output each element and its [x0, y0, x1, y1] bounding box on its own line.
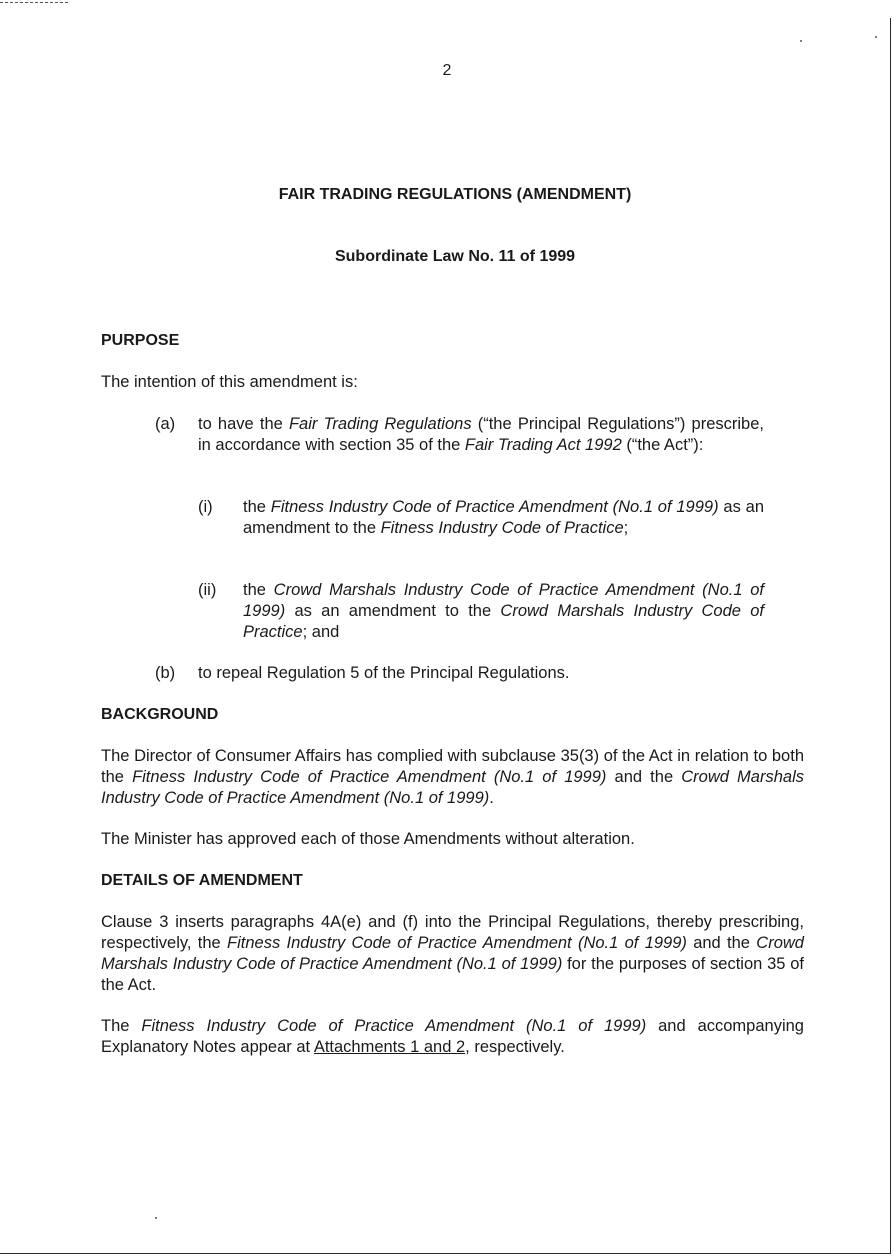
item-a-text: to have the Fair Trading Regulations (“the Principal Regulations”) prescribe, in accordance with section 35 of the Fair Trading Act 1992 (“the Act”):	[198, 415, 764, 454]
item-a-label: (a)	[155, 415, 176, 433]
scan-speck	[875, 36, 877, 38]
background-heading: BACKGROUND	[101, 706, 219, 723]
scan-border-bottom	[0, 1253, 891, 1254]
document-title: FAIR TRADING REGULATIONS (AMENDMENT)	[278, 186, 632, 203]
item-b-text: to repeal Regulation 5 of the Principal Regulations.	[198, 664, 570, 682]
scan-speck	[155, 1217, 157, 1219]
item-i-label: (i)	[198, 498, 213, 516]
details-paragraph-1: Clause 3 inserts paragraphs 4A(e) and (f) into the Principal Regulations, thereby prescribing, respectively, the Fitness Industry Code of Practice Amendment (No.1 of 1999) and the Crowd Marshals Industry Code of Practice Amendment (No.1 of 1999) for the purposes of section 35 of the Act.	[101, 913, 804, 994]
item-ii-text: the Crowd Marshals Industry Code of Practice Amendment (No.1 of 1999) as an amendment to the Crowd Marshals Industry Code of Practice; and	[243, 581, 765, 641]
details-heading: DETAILS OF AMENDMENT	[101, 872, 303, 889]
attachments-reference: Attachments 1 and 2	[313, 1038, 466, 1056]
purpose-intro: The intention of this amendment is:	[101, 373, 358, 391]
document-subtitle: Subordinate Law No. 11 of 1999	[334, 248, 576, 265]
background-paragraph-1: The Director of Consumer Affairs has complied with subclause 35(3) of the Act in relation to both the Fitness Industry Code of Practice Amendment (No.1 of 1999) and the Crowd Marshals Industry Code of Practice Amendment (No.1 of 1999).	[101, 747, 804, 807]
scan-corner-mark	[0, 2, 68, 3]
purpose-heading: PURPOSE	[101, 332, 180, 349]
page-number: 2	[442, 62, 452, 79]
background-paragraph-2: The Minister has approved each of those Amendments without alteration.	[101, 830, 635, 848]
item-b-label: (b)	[155, 664, 176, 682]
item-ii-label: (ii)	[198, 581, 217, 599]
details-paragraph-2: The Fitness Industry Code of Practice Amendment (No.1 of 1999) and accompanying Explanatory Notes appear at Attachments 1 and 2, respectively.	[101, 1017, 804, 1056]
scan-speck	[800, 40, 802, 42]
item-i-text: the Fitness Industry Code of Practice Amendment (No.1 of 1999) as an amendment to the Fitness Industry Code of Practice;	[243, 498, 764, 537]
